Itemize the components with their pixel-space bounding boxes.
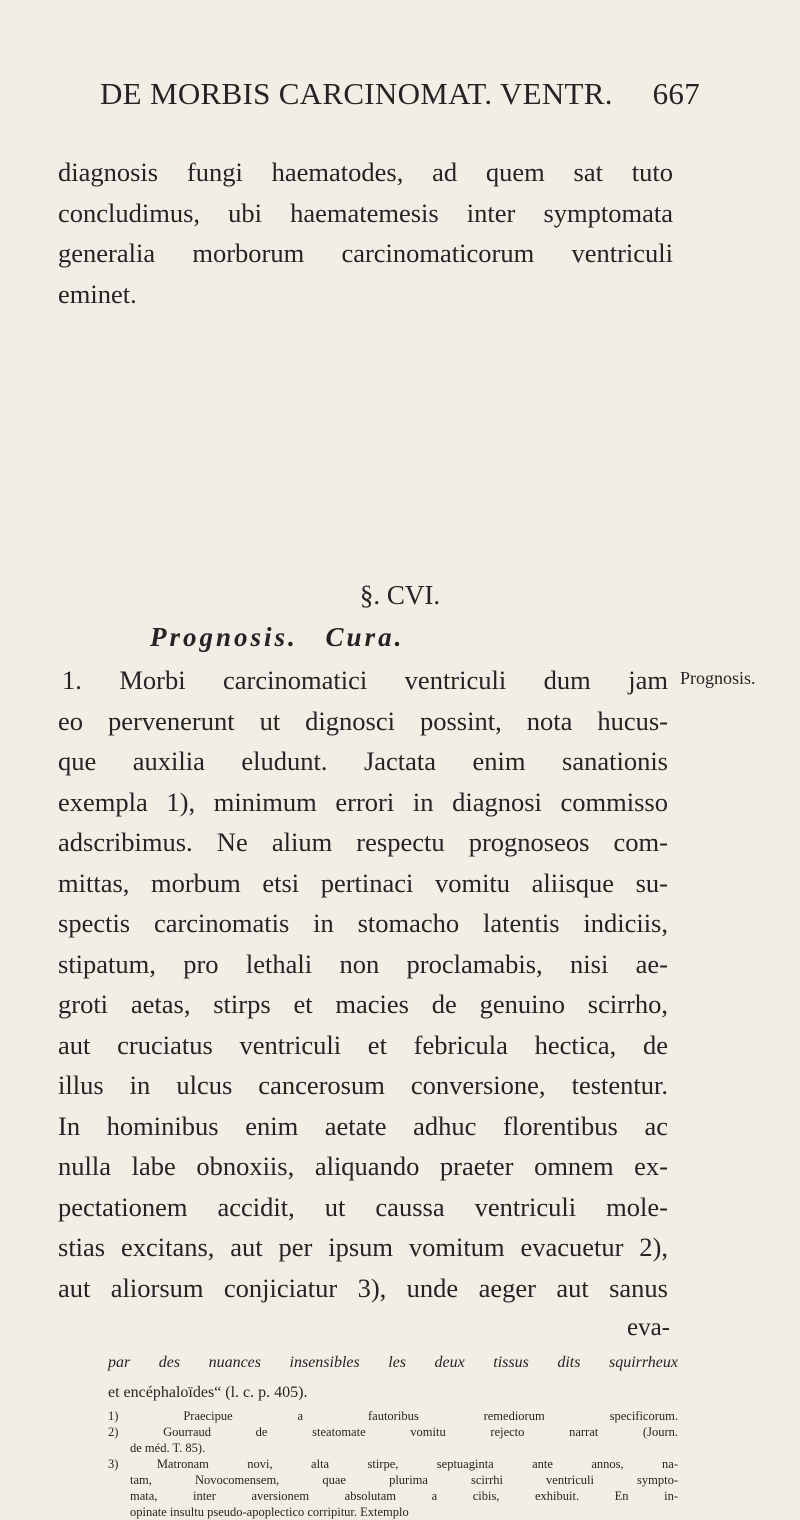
- text-line: aut cruciatus ventriculi et febricula hectica, de: [58, 1029, 668, 1060]
- footnote-line: mata, inter aversionem absolutam a cibis, exhibuit. En in-: [130, 1489, 678, 1503]
- subtitle-cura: Cura.: [325, 622, 405, 652]
- text-line: aut aliorsum conjiciatur 3), unde aeger aut sanus: [58, 1272, 668, 1303]
- footnote-line: 2) Gourraud de steatomate vomitu rejecto narrat (Journ.: [108, 1425, 678, 1439]
- text-line: spectis carcinomatis in stomacho latentis indiciis,: [58, 908, 668, 938]
- footnote-line: de méd. T. 85).: [130, 1441, 206, 1455]
- text-line: 1. Morbi carcinomatici ventriculi dum jam: [62, 665, 668, 695]
- catchword: eva-: [626, 1314, 670, 1341]
- paragraph-2: [58, 660, 668, 1308]
- text-line: exempla 1), minimum errori in diagnosi commisso: [58, 786, 668, 817]
- text-line: concludimus, ubi haematemesis inter symptomata: [58, 197, 673, 228]
- text-line: illus in ulcus cancerosum conversione, testentur.: [58, 1070, 668, 1100]
- footnote-line: 1) Praecipue a fautoribus remediorum specificorum.: [108, 1409, 678, 1423]
- page-number: 667: [652, 76, 700, 111]
- text-line: eminet.: [58, 278, 137, 309]
- paragraph-1: [58, 152, 673, 314]
- text-line: nulla labe obnoxiis, aliquando praeter omnem ex-: [58, 1151, 668, 1181]
- text-line: stias excitans, aut per ipsum vomitum evacuetur 2),: [58, 1232, 668, 1262]
- text-line: stipatum, pro lethali non proclamabis, nisi ae-: [58, 948, 668, 979]
- text-line: eo pervenerunt ut dignosci possint, nota hucus-: [58, 705, 668, 736]
- text-line: que auxilia eludunt. Jactata enim sanationis: [58, 746, 668, 776]
- footnote-continuation-line: par des nuances insensibles les deux tissus dits squirrheux: [108, 1354, 678, 1371]
- text-line: adscribimus. Ne alium respectu prognoseos com-: [58, 827, 668, 857]
- text-line: diagnosis fungi haematodes, ad quem sat tuto: [58, 157, 673, 187]
- text-line: groti aetas, stirps et macies de genuino scirrho,: [58, 989, 668, 1019]
- text-line: pectationem accidit, ut caussa ventriculi mole-: [58, 1191, 668, 1222]
- footnote-line: 3) Matronam novi, alta stirpe, septuaginta ante annos, na-: [108, 1457, 678, 1471]
- footnotes: [108, 1348, 678, 1408]
- subtitle-prognosis: Prognosis.: [150, 622, 298, 652]
- section-number: §. CVI.: [359, 580, 441, 610]
- running-title: DE MORBIS CARCINOMAT. VENTR.: [100, 76, 613, 111]
- text-line: generalia morborum carcinomaticorum ventriculi: [58, 238, 673, 268]
- margin-note: Prognosis.: [680, 668, 756, 688]
- text-line: mittas, morbum etsi pertinaci vomitu aliisque su-: [58, 867, 668, 898]
- section-subtitle: [150, 622, 404, 653]
- footnote-continuation-line: et encéphaloïdes“ (l. c. p. 405).: [108, 1384, 308, 1401]
- footnote-line: opinate insultu pseudo-apoplectico corripitur. Extemplo: [130, 1505, 409, 1519]
- text-line: In hominibus enim aetate adhuc florentibus ac: [58, 1110, 668, 1141]
- numbered-footnotes: [108, 1408, 678, 1520]
- footnote-line: tam, Novocomensem, quae plurima scirrhi ventriculi sympto-: [130, 1473, 678, 1487]
